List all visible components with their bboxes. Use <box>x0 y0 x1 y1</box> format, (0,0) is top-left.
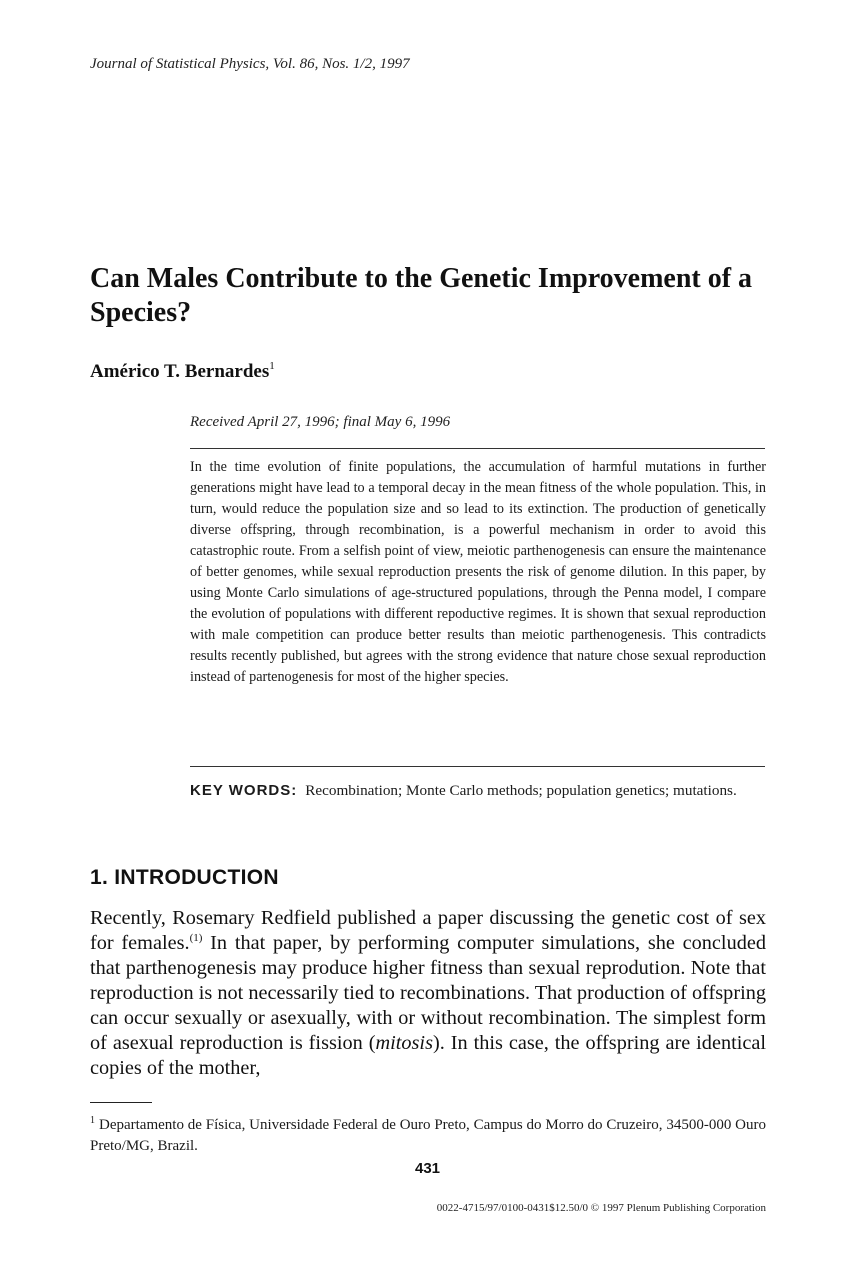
author-line <box>90 360 275 383</box>
footnote-mark: 1 <box>90 1115 95 1126</box>
footnote-rule <box>90 1102 152 1103</box>
page-number: 431 <box>414 1160 441 1177</box>
introduction-paragraph <box>90 906 766 1081</box>
author-name: Américo T. Bernardes <box>90 361 270 382</box>
body-text-3: ). In this case, the offspring are identical copies of the mother, <box>90 1032 766 1079</box>
keywords-text: Recombination; Monte Carlo methods; population genetics; mutations. <box>305 782 737 799</box>
footnote <box>90 1110 766 1157</box>
citation-ref: (1) <box>189 932 203 944</box>
received-dates: Received April 27, 1996; final May 6, 1996 <box>190 414 451 430</box>
body-text-2: In that paper, by performing computer simulations, she concluded that parthenogenesis may produce higher fitness than sexual reprodution. Note that reproduction is not necessarily tied to recombinations. That production of offspring can occur sexually or asexually, with or without recombination. The simplest form of asexual reproduction is fission ( <box>90 932 766 1054</box>
copyright-line: 0022-4715/97/0100-0431$12.50/0 © 1997 Plenum Publishing Corporation <box>436 1202 766 1214</box>
body-text-1: Recently, Rosemary Redfield published a paper discussing the genetic cost of sex for females. <box>90 907 766 954</box>
section-heading: 1. INTRODUCTION <box>90 866 279 889</box>
journal-header: Journal of Statistical Physics, Vol. 86, Nos. 1/2, 1997 <box>90 56 410 72</box>
author-footnote-mark: 1 <box>269 360 275 372</box>
abstract-bottom-rule <box>190 766 765 767</box>
keywords-label: KEY WORDS: <box>190 782 298 799</box>
footnote-text: Departamento de Física, Universidade Federal de Ouro Preto, Campus do Morro do Cruzeiro, 34500-000 Ouro Preto/MG, Brazil. <box>90 1117 766 1154</box>
body-italic-term: mitosis <box>375 1032 433 1054</box>
abstract-text: In the time evolution of finite populations, the accumulation of harmful mutations in further generations might have lead to a temporal decay in the mean fitness of the whole population. This, in turn, would reduce the population size and so lead to its extinction. The production of genetically diverse offspring, through recombination, is a powerful mechanism in order to avoid this catastrophic route. From a selfish point of view, meiotic parthenogenesis can ensure the maintenance of better genomes, while sexual reproduction presents the risk of genome dilution. In this paper, by using Monte Carlo simulations of age-structured populations, through the Penna model, I compare the evolution of populations with different repoductive regimes. It is shown that sexual reproduction with male competition can produce better results than meiotic parthenogenesis. This contradicts results recently published, but agrees with the strong evidence that nature chose sexual reproduction instead of partenogenesis for most of the higher species. <box>190 459 766 685</box>
keywords-block <box>190 780 766 802</box>
article-title: Can Males Contribute to the Genetic Improvement of a Species? <box>90 263 753 328</box>
abstract-top-rule <box>190 448 765 449</box>
